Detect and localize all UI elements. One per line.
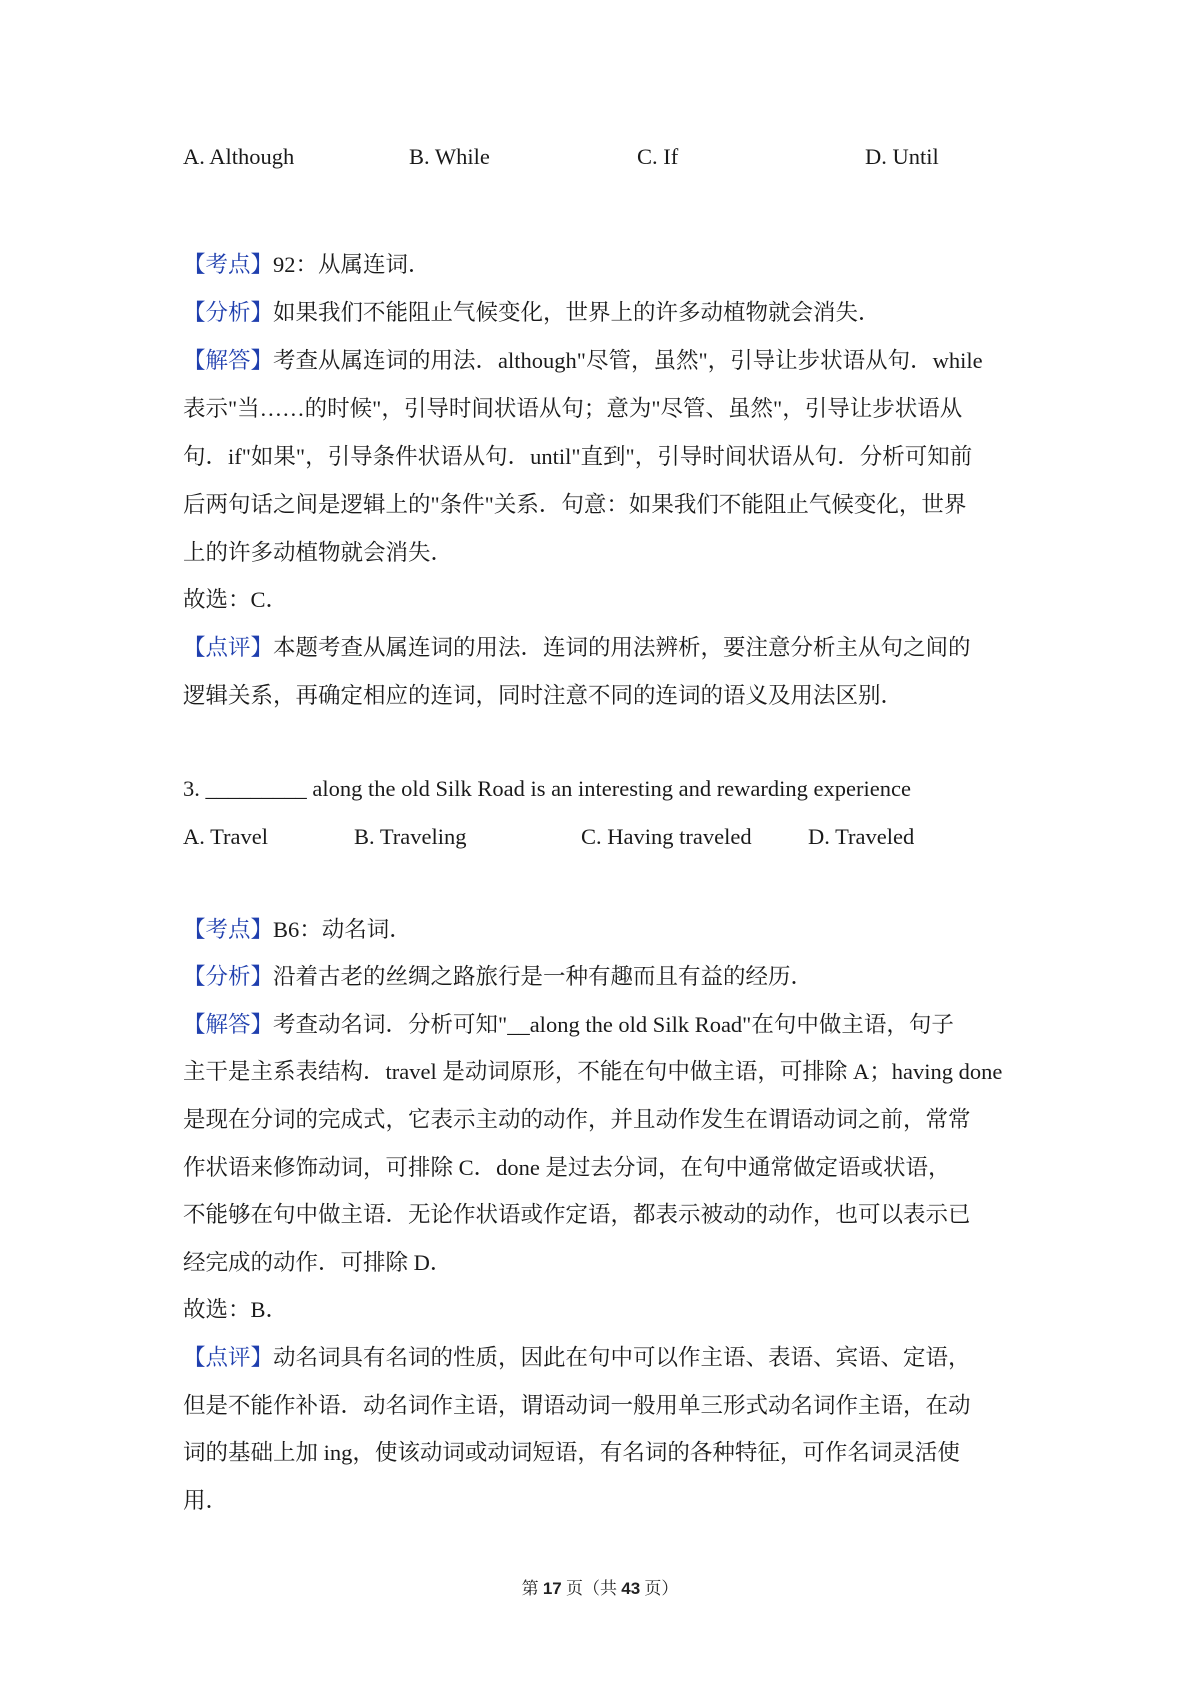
q2-jieda-line-5: 上的许多动植物就会消失． bbox=[183, 540, 454, 565]
footer-total-pages: 43 bbox=[621, 1579, 641, 1598]
q3-stem: 3. _________ along the old Silk Road is an interesting and rewarding experience bbox=[183, 776, 911, 801]
q3-option-a: A. Travel bbox=[183, 824, 269, 849]
q3-dianping-line-3: 词的基础上加 ing，使该动词或动词短语，有名词的各种特征，可作名词灵活使 bbox=[183, 1440, 960, 1465]
q2-dianping-line-1 bbox=[183, 633, 971, 663]
q2-jieda-line-4: 后两句话之间是逻辑上的"条件"关系．句意：如果我们不能阻止气候变化，世界 bbox=[183, 492, 967, 517]
jieda-tag: 【解答】 bbox=[183, 1012, 274, 1037]
q3-option-d: D. Traveled bbox=[808, 824, 915, 849]
fenxi-tag: 【分析】 bbox=[183, 300, 274, 325]
q2-jieda-line-2: 表示"当……的时候"，引导时间状语从句；意为"尽管、虽然"，引导让步状语从 bbox=[183, 396, 963, 421]
dianping-text: 动名词具有名词的性质，因此在句中可以作主语、表语、宾语、定语， bbox=[273, 1345, 971, 1370]
q3-option-b: B. Traveling bbox=[354, 824, 467, 849]
q3-jieda-line-1 bbox=[183, 1010, 954, 1040]
kaodian-text: 92：从属连词． bbox=[273, 252, 431, 277]
fenxi-tag: 【分析】 bbox=[183, 964, 274, 989]
q3-answer: 故选：B． bbox=[183, 1297, 289, 1322]
dianping-text: 本题考查从属连词的用法．连词的用法辨析，要注意分析主从句之间的 bbox=[273, 635, 971, 660]
fenxi-text: 沿着古老的丝绸之路旅行是一种有趣而且有益的经历． bbox=[273, 964, 814, 989]
q2-dianping-line-2: 逻辑关系，再确定相应的连词，同时注意不同的连词的语义及用法区别． bbox=[183, 683, 904, 708]
jieda-text: 考查动名词．分析可知"__along the old Silk Road"在句中做主语，句子 bbox=[273, 1012, 954, 1037]
q2-kaodian bbox=[183, 250, 431, 280]
q3-jieda-line-6: 经完成的动作．可排除 D． bbox=[183, 1250, 453, 1275]
q3-dianping-line-4: 用． bbox=[183, 1488, 229, 1513]
footer-suffix: 页） bbox=[640, 1579, 679, 1598]
q2-option-c: C. If bbox=[637, 144, 679, 169]
footer-page-number: 17 bbox=[542, 1579, 562, 1598]
q3-option-c: C. Having traveled bbox=[581, 824, 752, 849]
q3-dianping-line-1 bbox=[183, 1343, 971, 1373]
q3-jieda-line-3: 是现在分词的完成式，它表示主动的动作，并且动作发生在谓语动词之前，常常 bbox=[183, 1107, 971, 1132]
q3-jieda-line-2: 主干是主系表结构．travel 是动词原形，不能在句中做主语，可排除 A；having done bbox=[183, 1059, 1003, 1084]
kaodian-text: B6：动名词． bbox=[273, 917, 412, 942]
fenxi-text: 如果我们不能阻止气候变化，世界上的许多动植物就会消失． bbox=[273, 300, 881, 325]
q3-dianping-line-2: 但是不能作补语．动名词作主语，谓语动词一般用单三形式动名词作主语，在动 bbox=[183, 1393, 971, 1418]
dianping-tag: 【点评】 bbox=[183, 1345, 274, 1370]
kaodian-tag: 【考点】 bbox=[183, 252, 274, 277]
page-footer bbox=[0, 1577, 1200, 1601]
q3-jieda-line-4: 作状语来修饰动词，可排除 C．done 是过去分词，在句中通常做定语或状语， bbox=[183, 1155, 951, 1180]
q2-jieda-line-1 bbox=[183, 346, 983, 376]
q3-jieda-line-5: 不能够在句中做主语．无论作状语或作定语，都表示被动的动作，也可以表示已 bbox=[183, 1202, 971, 1227]
q3-fenxi bbox=[183, 962, 813, 992]
jieda-text: 考查从属连词的用法．although"尽管，虽然"，引导让步状语从句．while bbox=[273, 348, 983, 373]
footer-middle: 页（共 bbox=[561, 1579, 622, 1598]
kaodian-tag: 【考点】 bbox=[183, 917, 274, 942]
q2-option-d: D. Until bbox=[865, 144, 939, 169]
q2-fenxi bbox=[183, 298, 881, 328]
q2-option-a: A. Although bbox=[183, 144, 295, 169]
footer-prefix: 第 bbox=[521, 1579, 543, 1598]
q2-answer: 故选：C． bbox=[183, 587, 289, 612]
q3-kaodian bbox=[183, 915, 412, 945]
jieda-tag: 【解答】 bbox=[183, 348, 274, 373]
dianping-tag: 【点评】 bbox=[183, 635, 274, 660]
q2-option-b: B. While bbox=[409, 144, 490, 169]
q2-jieda-line-3: 句．if"如果"，引导条件状语从句．until"直到"，引导时间状语从句．分析可知前 bbox=[183, 444, 973, 469]
